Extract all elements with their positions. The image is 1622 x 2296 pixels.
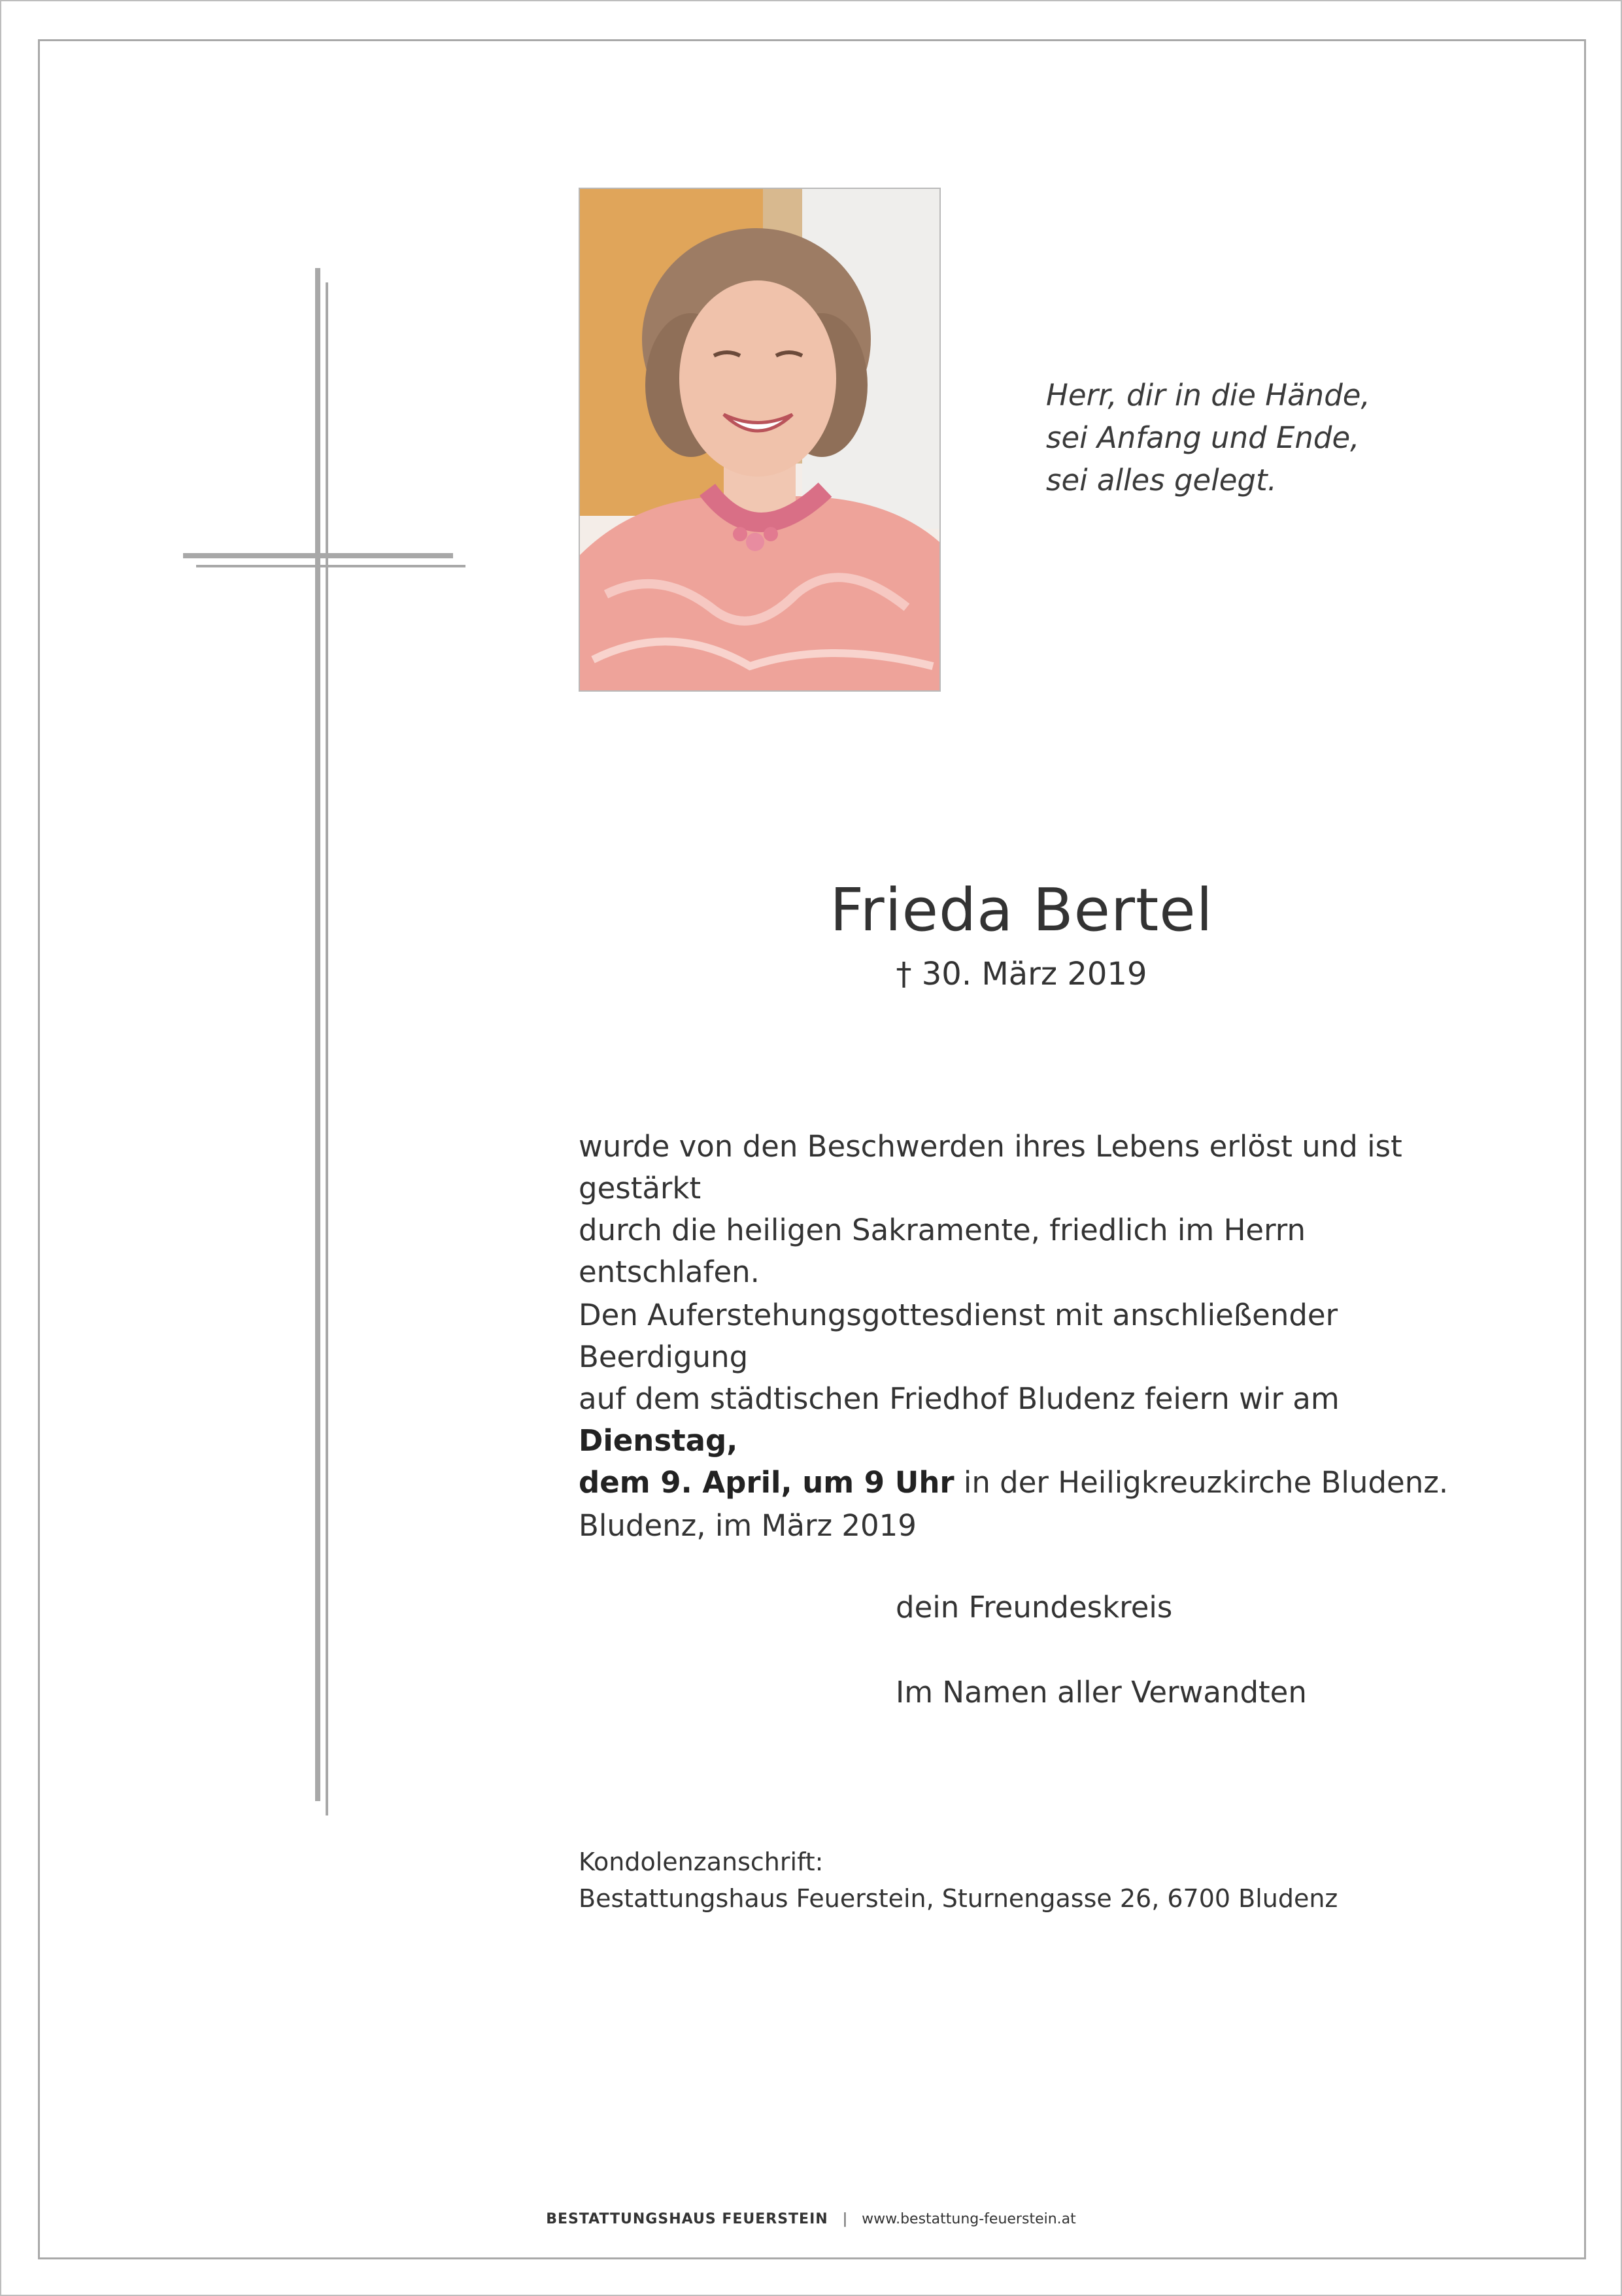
announcement-line: wurde von den Beschwerden ihres Lebens erlöst und ist gestärkt — [579, 1129, 1402, 1206]
signatory-friends: dein Freundeskreis — [896, 1590, 1173, 1625]
condolence-label: Kondolenzanschrift: — [579, 1848, 824, 1876]
service-text-plain: auf dem städtischen Friedhof Bludenz feiern wir am — [579, 1381, 1340, 1416]
verse-line: sei alles gelegt. — [1046, 463, 1277, 498]
footer-separator: | — [842, 2211, 848, 2227]
portrait-photo — [579, 188, 941, 692]
service-text-plain: in der Heiligkreuzkirche Bludenz. — [954, 1465, 1449, 1500]
service-line: Den Auferstehungsgottesdienst mit anschließender Beerdigung — [579, 1298, 1338, 1374]
death-date: † 30. März 2019 — [896, 956, 1147, 992]
signatory-relatives: Im Namen aller Verwandten — [896, 1675, 1307, 1710]
footer-website-link[interactable]: www.bestattung-feuerstein.at — [862, 2211, 1076, 2227]
verse-line: Herr, dir in die Hände, — [1046, 378, 1370, 413]
service-date-bold: Dienstag, — [579, 1423, 738, 1458]
condolence-address-line: Bestattungshaus Feuerstein, Sturnengasse 26, 6700 Bludenz — [579, 1884, 1338, 1913]
place-date: Bludenz, im März 2019 — [579, 1508, 917, 1543]
verse-line: sei Anfang und Ende, — [1046, 420, 1360, 455]
announcement-text — [579, 1126, 1494, 1293]
deceased-name: Frieda Bertel — [830, 876, 1213, 945]
condolence-address — [579, 1844, 1338, 1917]
footer — [0, 2211, 1622, 2227]
announcement-line: durch die heiligen Sakramente, friedlich im Herrn entschlafen. — [579, 1213, 1306, 1289]
service-line — [579, 1378, 1494, 1462]
service-line — [579, 1462, 1494, 1504]
service-time-bold: dem 9. April, um 9 Uhr — [579, 1465, 955, 1500]
service-text — [579, 1294, 1494, 1504]
footer-brand: BESTATTUNGSHAUS FEUERSTEIN — [546, 2211, 828, 2227]
bible-verse — [1046, 374, 1504, 501]
